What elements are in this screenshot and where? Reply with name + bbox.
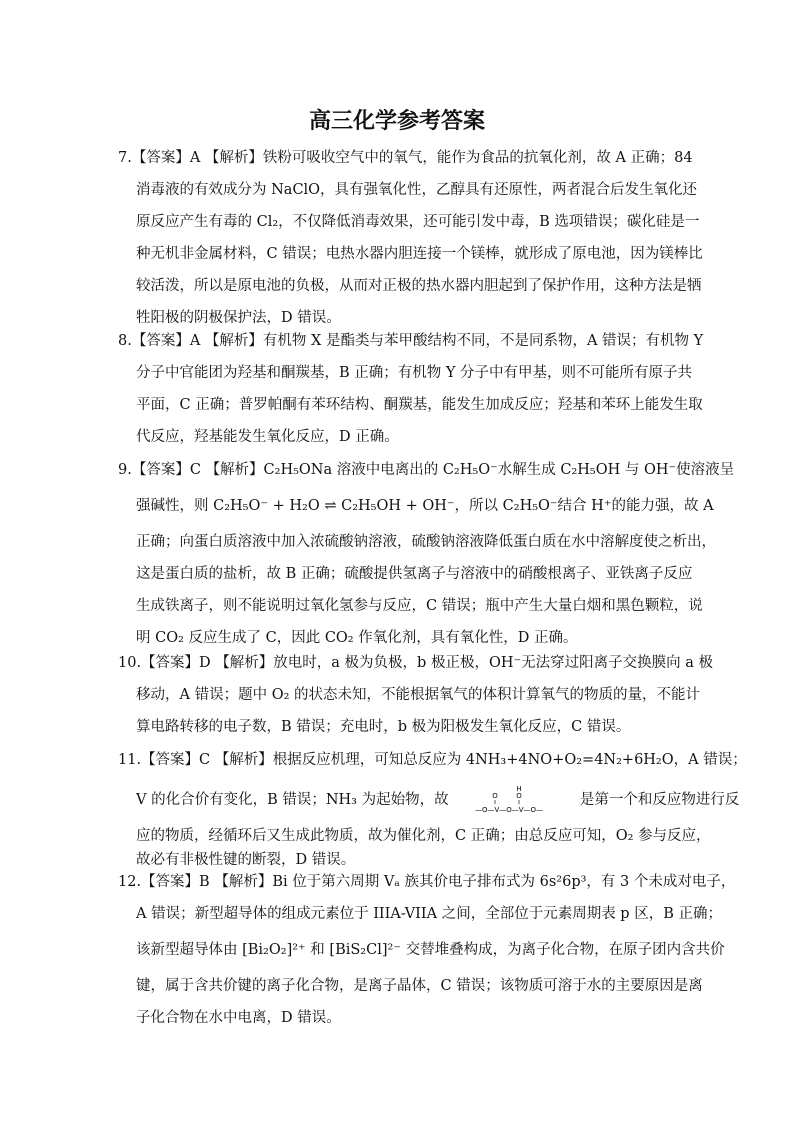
- answer-text: V 的化合价有变化，B 错误；NH₃ 为起始物，故: [136, 792, 449, 808]
- answer-line: 7.【答案】A 【解析】铁粉可吸收空气中的氧气，能作为食品的抗氧化剂，故 A 正确；84: [118, 150, 693, 166]
- answer-line: 子化合物在水中电离，D 错误。: [136, 1010, 341, 1026]
- answer-line: 应的物质，经循环后又生成此物质，故为催化剂，C 正确；由总反应可知，O₂ 参与反应，: [136, 828, 711, 844]
- answer-line: 分子中官能团为羟基和酮羰基，B 正确；有机物 Y 分子中有甲基，则不可能所有原子共: [136, 365, 693, 381]
- answer-line: 该新型超导体由 [Bi₂O₂]²⁺ 和 [BiS₂Cl]²⁻ 交替堆叠构成，为离子化合物，在原子团内含共价: [136, 942, 725, 958]
- answer-line: 强碱性，则 C₂H₅O⁻ + H₂O ⇌ C₂H₅OH + OH⁻，所以 C₂H₅O⁻结合 H⁺的能力强，故 A: [136, 498, 714, 514]
- answer-line: 移动，A 错误；题中 O₂ 的状态未知，不能根据氧气的体积计算氧气的物质的量，不能计: [136, 687, 700, 703]
- answer-line: 12.【答案】B 【解析】Bi 位于第六周期 Vₐ 族其价电子排布式为 6s²6p³，有 3 个未成对电子，: [118, 874, 736, 890]
- answer-line: 种无机非金属材料，C 错误；电热水器内胆连接一个镁棒，就形成了原电池，因为镁棒比: [136, 246, 703, 262]
- answer-line: 牲阳极的阴极保护法，D 错误。: [136, 310, 341, 326]
- answer-line: 11.【答案】C 【解析】根据反应机理，可知总反应为 4NH₃+4NO+O₂=4N₂+6H₂O，A 错误；: [118, 752, 747, 768]
- answer-line: [118, 776, 740, 824]
- answer-7: [118, 142, 703, 334]
- answer-line: 平面，C 正确；普罗帕酮有苯环结构、酮羰基，能发生加成反应；羟基和苯环上能发生取: [136, 397, 703, 413]
- answer-line: 代反应，羟基能发生氧化反应，D 正确。: [136, 429, 399, 445]
- answer-line: 9.【答案】C 【解析】C₂H₅ONa 溶液中电离出的 C₂H₅O⁻水解生成 C₂H₅OH 与 OH⁻使溶液呈: [118, 462, 735, 478]
- struct-chain: —O—V—O—V—O—: [475, 806, 544, 814]
- vanadium-structure-diagram: [459, 784, 569, 816]
- answer-9: [118, 454, 735, 654]
- answer-line: 键，属于含共价键的离子化合物，是离子晶体，C 错误；该物质可溶于水的主要原因是离: [136, 978, 703, 994]
- answer-line: 正确；向蛋白质溶液中加入浓硫酸钠溶液，硫酸钠溶液降低蛋白质在水中溶解度使之析出，: [136, 534, 716, 550]
- answer-line: 10.【答案】D 【解析】放电时，a 极为负极，b 极正极，OH⁻无法穿过阳离子交换膜向 a 极: [118, 655, 713, 671]
- answer-line: 较活泼，所以是原电池的负极，从而对正极的热水器内胆起到了保护作用，这种方法是牺: [136, 278, 702, 294]
- answer-line: 算电路转移的电子数，B 错误；充电时，b 极为阳极发生氧化反应，C 错误。: [136, 719, 631, 735]
- answer-11: [118, 744, 747, 872]
- answer-line: 8.【答案】A 【解析】有机物 X 是酯类与苯甲酸结构不同，不是同系物，A 错误；有机物 Y: [118, 333, 704, 349]
- struct-h-label: H: [516, 785, 522, 793]
- answer-line: 生成铁离子，则不能说明过氧化氢参与反应，C 错误；瓶中产生大量白烟和黑色颗粒，说: [136, 598, 703, 614]
- struct-o-label-1: O: [492, 792, 498, 800]
- answer-12: [118, 866, 736, 1034]
- page-title: 高三化学参考答案: [308, 109, 485, 134]
- answer-line: 原反应产生有毒的 Cl₂，不仅降低消毒效果，还可能引发中毒，B 选项错误；碳化硅是一: [136, 214, 700, 230]
- struct-o-label-2: O: [516, 792, 522, 800]
- answer-line: 明 CO₂ 反应生成了 C，因此 CO₂ 作氧化剂，具有氧化性，D 正确。: [136, 630, 578, 646]
- answer-8: [118, 325, 704, 453]
- answer-line: 消毒液的有效成分为 NaClO，具有强氧化性，乙醇具有还原性，两者混合后发生氧化还: [136, 182, 698, 198]
- answer-line: A 错误；新型超导体的组成元素位于 IIIA-VIIA 之间，全部位于元素周期表 p 区，B 正确；: [136, 906, 722, 922]
- answer-line: 故必有非极性键的断裂，D 错误。: [136, 852, 356, 868]
- answer-10: [118, 647, 713, 743]
- answer-line: 这是蛋白质的盐析，故 B 正确；硫酸提供氢离子与溶液中的硝酸根离子、亚铁离子反应: [136, 566, 693, 582]
- answer-text: 是第一个和反应物进行反: [579, 792, 740, 808]
